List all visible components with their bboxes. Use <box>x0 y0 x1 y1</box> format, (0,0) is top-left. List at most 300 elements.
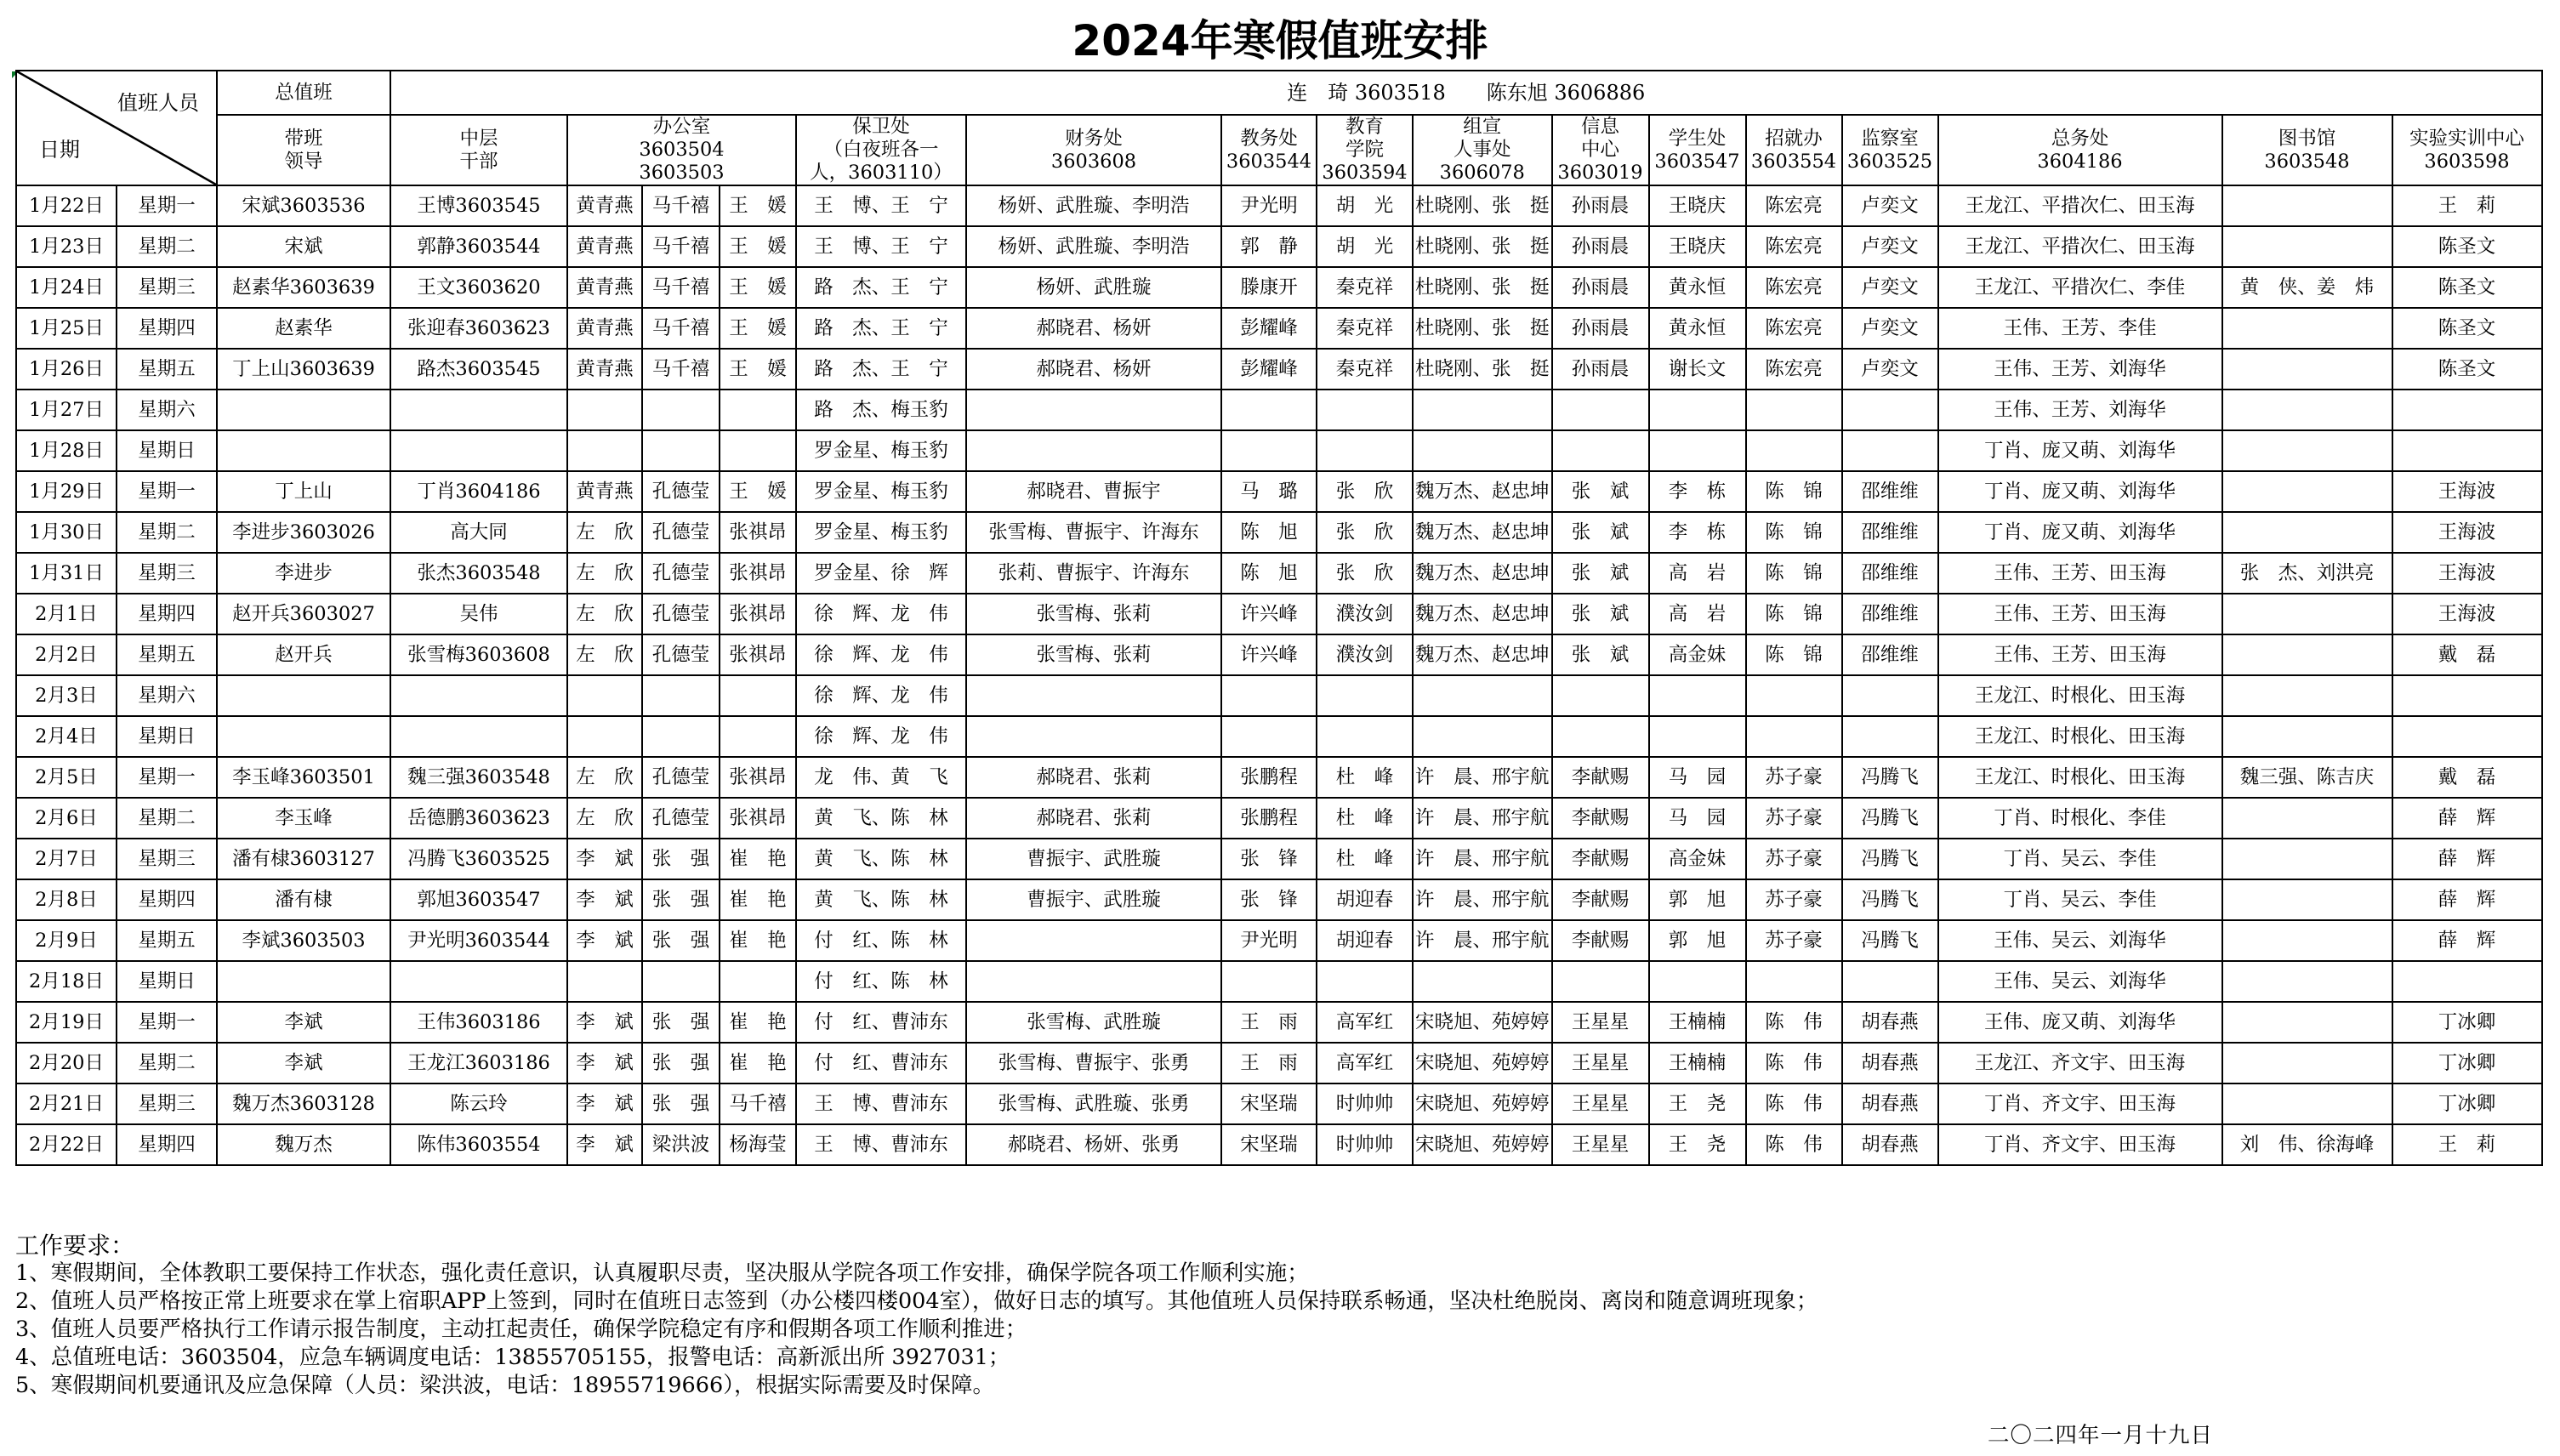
table-row <box>16 920 2542 961</box>
page-title: 2024年寒假值班安排 <box>1072 16 1488 65</box>
cell-info: 张 斌 <box>1552 471 1649 512</box>
cell-finance: 张莉、曹振宇、许海东 <box>966 553 1221 594</box>
cell-academic: 尹光明 <box>1221 185 1317 226</box>
cell-student: 郭 旭 <box>1649 920 1746 961</box>
cell-date: 2月22日 <box>16 1124 117 1165</box>
duty-schedule-table <box>15 70 2543 1166</box>
cell-info: 孙雨晨 <box>1552 226 1649 267</box>
cell-personnel <box>1413 675 1552 716</box>
cell-office0: 李 斌 <box>567 839 642 879</box>
cell-student: 王楠楠 <box>1649 1002 1746 1043</box>
cell-leader: 赵素华 <box>217 308 390 349</box>
cell-date: 2月4日 <box>16 716 117 757</box>
cell-library <box>2222 308 2392 349</box>
cell-employment: 苏子豪 <box>1746 798 1842 839</box>
cell-office0: 左 欣 <box>567 594 642 634</box>
cell-info <box>1552 430 1649 471</box>
cell-personnel: 宋晓旭、苑婷婷 <box>1413 1124 1552 1165</box>
cell-education: 濮汝剑 <box>1317 634 1413 675</box>
cell-mid: 冯腾飞3603525 <box>390 839 567 879</box>
cell-office2: 张祺昂 <box>720 553 796 594</box>
cell-finance: 杨妍、武胜璇 <box>966 267 1221 308</box>
cell-supervision: 胡春燕 <box>1842 1002 1938 1043</box>
cell-education: 秦克祥 <box>1317 349 1413 390</box>
cell-office0: 李 斌 <box>567 1124 642 1165</box>
cell-employment: 苏子豪 <box>1746 839 1842 879</box>
cell-week: 星期五 <box>117 920 217 961</box>
cell-employment: 苏子豪 <box>1746 879 1842 920</box>
cell-student: 谢长文 <box>1649 349 1746 390</box>
table-row <box>16 879 2542 920</box>
cell-library <box>2222 798 2392 839</box>
cell-general: 王龙江、齐文宇、田玉海 <box>1938 1043 2222 1083</box>
header-library: 图书馆 3603548 <box>2222 115 2392 185</box>
cell-general: 王伟、吴云、刘海华 <box>1938 961 2222 1002</box>
cell-general: 王伟、庞又萌、刘海华 <box>1938 1002 2222 1043</box>
cell-office0: 左 欣 <box>567 798 642 839</box>
cell-mid: 张雪梅3603608 <box>390 634 567 675</box>
cell-date: 1月25日 <box>16 308 117 349</box>
cell-leader: 李进步 <box>217 553 390 594</box>
cell-date: 2月21日 <box>16 1083 117 1124</box>
cell-leader: 李玉峰3603501 <box>217 757 390 798</box>
cell-office0: 李 斌 <box>567 1083 642 1124</box>
cell-education <box>1317 675 1413 716</box>
cell-general: 王龙江、时根化、田玉海 <box>1938 675 2222 716</box>
cell-library <box>2222 390 2392 430</box>
cell-office2: 王 媛 <box>720 471 796 512</box>
cell-office2: 王 媛 <box>720 185 796 226</box>
cell-security: 黄 飞、陈 林 <box>796 879 966 920</box>
cell-education: 秦克祥 <box>1317 267 1413 308</box>
cell-mid: 张迎春3603623 <box>390 308 567 349</box>
cell-info: 孙雨晨 <box>1552 349 1649 390</box>
cell-student: 李 栋 <box>1649 471 1746 512</box>
cell-security: 龙 伟、黄 飞 <box>796 757 966 798</box>
cell-academic: 许兴峰 <box>1221 594 1317 634</box>
cell-date: 1月23日 <box>16 226 117 267</box>
cell-office1: 孔德莹 <box>642 553 720 594</box>
cell-office0: 李 斌 <box>567 879 642 920</box>
cell-library <box>2222 1002 2392 1043</box>
cell-academic: 郭 静 <box>1221 226 1317 267</box>
table-row <box>16 1124 2542 1165</box>
cell-info: 孙雨晨 <box>1552 185 1649 226</box>
cell-security: 付 红、陈 林 <box>796 920 966 961</box>
cell-student <box>1649 390 1746 430</box>
cell-finance: 张雪梅、武胜璇、张勇 <box>966 1083 1221 1124</box>
cell-date: 1月27日 <box>16 390 117 430</box>
cell-office2 <box>720 390 796 430</box>
cell-info: 张 斌 <box>1552 634 1649 675</box>
cell-education: 高军红 <box>1317 1002 1413 1043</box>
cell-academic: 宋坚瑞 <box>1221 1083 1317 1124</box>
cell-personnel: 许 晨、邢宇航 <box>1413 839 1552 879</box>
cell-date: 2月7日 <box>16 839 117 879</box>
cell-lab: 王海波 <box>2392 512 2542 553</box>
table-row <box>16 594 2542 634</box>
cell-office1: 孔德莹 <box>642 512 720 553</box>
cell-office0: 左 欣 <box>567 757 642 798</box>
cell-week: 星期四 <box>117 594 217 634</box>
cell-student <box>1649 961 1746 1002</box>
header-lab-center: 实验实训中心 3603598 <box>2392 115 2542 185</box>
cell-personnel: 宋晓旭、苑婷婷 <box>1413 1002 1552 1043</box>
header-row-top <box>16 71 2542 115</box>
cell-academic: 尹光明 <box>1221 920 1317 961</box>
cell-office1: 孔德莹 <box>642 757 720 798</box>
cell-academic <box>1221 961 1317 1002</box>
cell-lab: 薛 辉 <box>2392 798 2542 839</box>
cell-finance: 郝晓君、曹振宇 <box>966 471 1221 512</box>
cell-finance <box>966 390 1221 430</box>
cell-finance: 张雪梅、张莉 <box>966 634 1221 675</box>
cell-supervision: 卢奕文 <box>1842 185 1938 226</box>
cell-library <box>2222 471 2392 512</box>
cell-education <box>1317 430 1413 471</box>
cell-employment: 苏子豪 <box>1746 757 1842 798</box>
cell-academic: 张鹏程 <box>1221 757 1317 798</box>
cell-finance: 张雪梅、武胜璇 <box>966 1002 1221 1043</box>
cell-security: 徐 辉、龙 伟 <box>796 716 966 757</box>
table-row <box>16 267 2542 308</box>
cell-week: 星期日 <box>117 961 217 1002</box>
table-row <box>16 1002 2542 1043</box>
cell-general: 王龙江、平措次仁、李佳 <box>1938 267 2222 308</box>
cell-education: 胡迎春 <box>1317 920 1413 961</box>
cell-employment <box>1746 675 1842 716</box>
cell-lab: 薛 辉 <box>2392 920 2542 961</box>
cell-info <box>1552 675 1649 716</box>
cell-finance: 郝晓君、杨妍 <box>966 308 1221 349</box>
cell-general: 丁肖、庞又萌、刘海华 <box>1938 471 2222 512</box>
cell-lab <box>2392 675 2542 716</box>
cell-week: 星期二 <box>117 226 217 267</box>
cell-employment: 苏子豪 <box>1746 920 1842 961</box>
cell-library <box>2222 675 2392 716</box>
cell-security: 路 杰、王 宁 <box>796 308 966 349</box>
cell-finance: 张雪梅、曹振宇、许海东 <box>966 512 1221 553</box>
cell-office0: 黄青燕 <box>567 308 642 349</box>
cell-office1: 孔德莹 <box>642 798 720 839</box>
cell-supervision: 卢奕文 <box>1842 308 1938 349</box>
cell-general: 王伟、王芳、刘海华 <box>1938 349 2222 390</box>
work-requirements <box>15 1231 2543 1400</box>
cell-academic: 滕康开 <box>1221 267 1317 308</box>
cell-leader: 李进步3603026 <box>217 512 390 553</box>
cell-mid: 王伟3603186 <box>390 1002 567 1043</box>
cell-library <box>2222 920 2392 961</box>
cell-supervision: 冯腾飞 <box>1842 757 1938 798</box>
cell-finance: 郝晓君、张莉 <box>966 798 1221 839</box>
cell-supervision: 胡春燕 <box>1842 1124 1938 1165</box>
cell-lab <box>2392 430 2542 471</box>
cell-supervision: 胡春燕 <box>1842 1083 1938 1124</box>
cell-office1: 马千禧 <box>642 349 720 390</box>
cell-finance <box>966 920 1221 961</box>
cell-supervision: 冯腾飞 <box>1842 920 1938 961</box>
cell-student: 黄永恒 <box>1649 267 1746 308</box>
cell-student: 王 尧 <box>1649 1083 1746 1124</box>
cell-academic <box>1221 716 1317 757</box>
cell-personnel: 许 晨、邢宇航 <box>1413 920 1552 961</box>
cell-info: 张 斌 <box>1552 553 1649 594</box>
cell-personnel: 魏万杰、赵忠坤 <box>1413 634 1552 675</box>
header-info-center: 信息 中心 3603019 <box>1552 115 1649 185</box>
cell-education <box>1317 961 1413 1002</box>
cell-mid: 丁肖3604186 <box>390 471 567 512</box>
cell-finance: 曹振宇、武胜璇 <box>966 879 1221 920</box>
cell-leader: 赵开兵 <box>217 634 390 675</box>
cell-academic: 彭耀峰 <box>1221 308 1317 349</box>
cell-leader: 潘有棣3603127 <box>217 839 390 879</box>
cell-general: 王伟、王芳、李佳 <box>1938 308 2222 349</box>
cell-office2: 王 媛 <box>720 267 796 308</box>
cell-info: 李献赐 <box>1552 879 1649 920</box>
cell-employment: 陈 伟 <box>1746 1043 1842 1083</box>
cell-student <box>1649 675 1746 716</box>
cell-library: 张 杰、刘洪亮 <box>2222 553 2392 594</box>
cell-week: 星期三 <box>117 839 217 879</box>
cell-office0 <box>567 675 642 716</box>
cell-date: 2月6日 <box>16 798 117 839</box>
date-label: 日期 <box>39 138 80 162</box>
cell-personnel: 魏万杰、赵忠坤 <box>1413 594 1552 634</box>
cell-office1: 张 强 <box>642 920 720 961</box>
cell-student: 高 岩 <box>1649 594 1746 634</box>
cell-office1: 张 强 <box>642 879 720 920</box>
cell-finance: 张雪梅、张莉 <box>966 594 1221 634</box>
cell-office1: 张 强 <box>642 1043 720 1083</box>
cell-personnel: 宋晓旭、苑婷婷 <box>1413 1083 1552 1124</box>
cell-date: 1月28日 <box>16 430 117 471</box>
cell-office2 <box>720 430 796 471</box>
cell-library <box>2222 839 2392 879</box>
cell-general: 王伟、吴云、刘海华 <box>1938 920 2222 961</box>
header-academic-affairs: 教务处 3603544 <box>1221 115 1317 185</box>
cell-general: 王龙江、平措次仁、田玉海 <box>1938 226 2222 267</box>
cell-office2: 王 媛 <box>720 226 796 267</box>
cell-personnel: 许 晨、邢宇航 <box>1413 798 1552 839</box>
cell-academic: 张鹏程 <box>1221 798 1317 839</box>
cell-office2: 王 媛 <box>720 308 796 349</box>
cell-leader: 丁上山3603639 <box>217 349 390 390</box>
cell-supervision: 邵维维 <box>1842 471 1938 512</box>
table-row <box>16 634 2542 675</box>
cell-supervision <box>1842 675 1938 716</box>
cell-employment <box>1746 716 1842 757</box>
cell-security: 王 博、曹沛东 <box>796 1083 966 1124</box>
cell-security: 徐 辉、龙 伟 <box>796 675 966 716</box>
cell-supervision: 胡春燕 <box>1842 1043 1938 1083</box>
cell-finance: 郝晓君、杨妍 <box>966 349 1221 390</box>
cell-office2: 张祺昂 <box>720 798 796 839</box>
cell-date: 1月29日 <box>16 471 117 512</box>
cell-education: 张 欣 <box>1317 471 1413 512</box>
cell-date: 2月5日 <box>16 757 117 798</box>
cell-lab <box>2392 390 2542 430</box>
cell-employment: 陈 锦 <box>1746 553 1842 594</box>
header-mid-level: 中层 干部 <box>390 115 567 185</box>
cell-office1: 张 强 <box>642 839 720 879</box>
cell-general: 王伟、王芳、刘海华 <box>1938 390 2222 430</box>
work-requirements-heading: 工作要求： <box>15 1231 135 1260</box>
cell-leader: 李斌 <box>217 1043 390 1083</box>
cell-leader <box>217 961 390 1002</box>
cell-general: 丁肖、吴云、李佳 <box>1938 839 2222 879</box>
cell-office1 <box>642 716 720 757</box>
cell-info: 张 斌 <box>1552 512 1649 553</box>
cell-mid <box>390 430 567 471</box>
cell-library <box>2222 226 2392 267</box>
cell-education: 杜 峰 <box>1317 757 1413 798</box>
cell-info <box>1552 390 1649 430</box>
cell-week: 星期四 <box>117 308 217 349</box>
cell-student: 王晓庆 <box>1649 185 1746 226</box>
table-row <box>16 839 2542 879</box>
cell-academic: 彭耀峰 <box>1221 349 1317 390</box>
cell-office2 <box>720 675 796 716</box>
cell-office1: 马千禧 <box>642 267 720 308</box>
cell-mid: 陈云玲 <box>390 1083 567 1124</box>
cell-education: 杜 峰 <box>1317 839 1413 879</box>
cell-week: 星期日 <box>117 430 217 471</box>
cell-supervision <box>1842 390 1938 430</box>
cell-general: 丁肖、庞又萌、刘海华 <box>1938 512 2222 553</box>
cell-mid: 王龙江3603186 <box>390 1043 567 1083</box>
cell-lab: 王 莉 <box>2392 1124 2542 1165</box>
cell-leader: 李玉峰 <box>217 798 390 839</box>
cell-supervision: 邵维维 <box>1842 594 1938 634</box>
cell-supervision <box>1842 961 1938 1002</box>
cell-employment: 陈宏亮 <box>1746 308 1842 349</box>
cell-security: 罗金星、梅玉豹 <box>796 512 966 553</box>
cell-security: 王 博、王 宁 <box>796 226 966 267</box>
cell-info: 李献赐 <box>1552 798 1649 839</box>
table-row <box>16 349 2542 390</box>
cell-general: 丁肖、齐文宇、田玉海 <box>1938 1124 2222 1165</box>
header-student-affairs: 学生处 3603547 <box>1649 115 1746 185</box>
cell-employment: 陈宏亮 <box>1746 226 1842 267</box>
cell-personnel: 许 晨、邢宇航 <box>1413 879 1552 920</box>
cell-office1: 马千禧 <box>642 226 720 267</box>
cell-employment: 陈 伟 <box>1746 1002 1842 1043</box>
cell-leader: 宋斌 <box>217 226 390 267</box>
header-office: 办公室 3603504 3603503 <box>567 115 796 185</box>
requirement-item: 3、值班人员要严格执行工作请示报告制度，主动扛起责任，确保学院稳定有序和假期各项工作顺利推进； <box>15 1317 1027 1342</box>
cell-lab <box>2392 961 2542 1002</box>
cell-office1: 张 强 <box>642 1083 720 1124</box>
cell-general: 丁肖、吴云、李佳 <box>1938 879 2222 920</box>
cell-student: 黄永恒 <box>1649 308 1746 349</box>
cell-week: 星期三 <box>117 553 217 594</box>
cell-leader <box>217 430 390 471</box>
cell-finance: 郝晓君、杨妍、张勇 <box>966 1124 1221 1165</box>
cell-finance: 杨妍、武胜璇、李明浩 <box>966 226 1221 267</box>
cell-office2: 崔 艳 <box>720 839 796 879</box>
cell-finance <box>966 716 1221 757</box>
cell-week: 星期六 <box>117 675 217 716</box>
cell-general: 王伟、王芳、田玉海 <box>1938 553 2222 594</box>
cell-personnel: 魏万杰、赵忠坤 <box>1413 553 1552 594</box>
cell-personnel: 魏万杰、赵忠坤 <box>1413 512 1552 553</box>
cell-academic <box>1221 390 1317 430</box>
cell-week: 星期一 <box>117 757 217 798</box>
cell-office2: 马千禧 <box>720 1083 796 1124</box>
table-row <box>16 1083 2542 1124</box>
cell-date: 2月1日 <box>16 594 117 634</box>
cell-supervision: 卢奕文 <box>1842 349 1938 390</box>
cell-employment: 陈 锦 <box>1746 512 1842 553</box>
cell-date: 1月26日 <box>16 349 117 390</box>
cell-personnel <box>1413 716 1552 757</box>
cell-leader: 丁上山 <box>217 471 390 512</box>
cell-employment <box>1746 390 1842 430</box>
header-leader: 带班 领导 <box>217 115 390 185</box>
cell-lab: 戴 磊 <box>2392 757 2542 798</box>
cell-library <box>2222 185 2392 226</box>
cell-office0 <box>567 961 642 1002</box>
header-education-college: 教育 学院 3603594 <box>1317 115 1413 185</box>
cell-leader: 李斌 <box>217 1002 390 1043</box>
cell-lab: 王 莉 <box>2392 185 2542 226</box>
cell-week: 星期二 <box>117 512 217 553</box>
general-duty-label: 总值班 <box>217 71 390 115</box>
cell-security: 路 杰、梅玉豹 <box>796 390 966 430</box>
cell-mid: 岳德鹏3603623 <box>390 798 567 839</box>
cell-academic: 许兴峰 <box>1221 634 1317 675</box>
cell-office0: 左 欣 <box>567 553 642 594</box>
cell-personnel: 宋晓旭、苑婷婷 <box>1413 1043 1552 1083</box>
cell-week: 星期一 <box>117 471 217 512</box>
cell-supervision <box>1842 716 1938 757</box>
cell-security: 徐 辉、龙 伟 <box>796 594 966 634</box>
duty-staff-label: 值班人员 <box>117 91 199 115</box>
cell-education: 濮汝剑 <box>1317 594 1413 634</box>
cell-week: 星期四 <box>117 1124 217 1165</box>
cell-finance: 张雪梅、曹振宇、张勇 <box>966 1043 1221 1083</box>
general-duty-contacts: 连 琦 3603518 陈东旭 3606886 <box>390 71 2542 115</box>
cell-personnel: 杜晓刚、张 挺 <box>1413 185 1552 226</box>
cell-personnel: 杜晓刚、张 挺 <box>1413 308 1552 349</box>
cell-office0 <box>567 716 642 757</box>
table-row <box>16 512 2542 553</box>
cell-security: 王 博、曹沛东 <box>796 1124 966 1165</box>
table-row <box>16 430 2542 471</box>
cell-education: 杜 峰 <box>1317 798 1413 839</box>
cell-office2: 杨海莹 <box>720 1124 796 1165</box>
cell-mid <box>390 961 567 1002</box>
cell-library <box>2222 430 2392 471</box>
cell-employment: 陈 锦 <box>1746 594 1842 634</box>
table-row <box>16 757 2542 798</box>
cell-employment <box>1746 961 1842 1002</box>
cell-mid <box>390 716 567 757</box>
cell-mid: 王文3603620 <box>390 267 567 308</box>
cell-education <box>1317 716 1413 757</box>
cell-library <box>2222 349 2392 390</box>
cell-lab: 陈圣文 <box>2392 267 2542 308</box>
cell-week: 星期一 <box>117 1002 217 1043</box>
cell-info: 王星星 <box>1552 1083 1649 1124</box>
requirement-item: 2、值班人员严格按正常上班要求在掌上宿职APP上签到，同时在值班日志签到（办公楼四楼004室），做好日志的填写。其他值班人员保持联系畅通，坚决杜绝脱岗、离岗和随意调班现象； <box>15 1288 1818 1314</box>
table-row <box>16 185 2542 226</box>
cell-lab: 王海波 <box>2392 594 2542 634</box>
cell-office1 <box>642 675 720 716</box>
cell-info: 孙雨晨 <box>1552 267 1649 308</box>
cell-week: 星期日 <box>117 716 217 757</box>
cell-office2 <box>720 716 796 757</box>
